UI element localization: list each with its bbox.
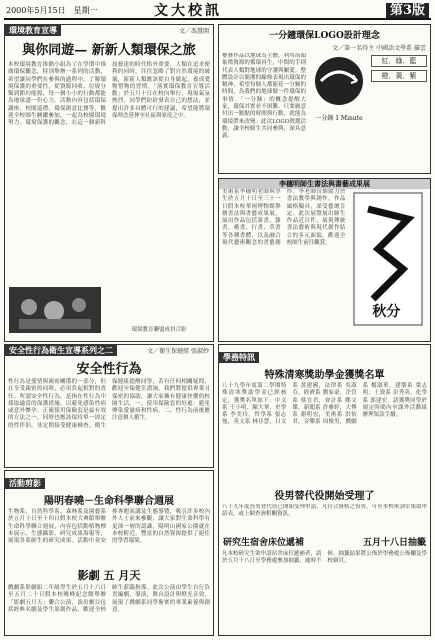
article-body: 性行為是愛情與親密關係的一部分，但在享受親密的同時，必須負起相對的責任。所謂安全性行為，是指在性行為中採取適當的保護措施，以避免感染性病或意外懷孕。正確使用保險套是最有效的方法之一，同時也應該保持單一固定的性伴侶，並定期接受健康檢查。衛生保健組提醒同學，若有任何相關疑問，歡迎至保健室諮詢，我們將提供專業且保密的協助，讓大家擁有健康快樂的校園生活。一、使用保險套的好處：避免傳染愛滋病和性病。二、性行為前後應注意個人衛生。 [8, 379, 210, 429]
author: 文／馮慧開 [178, 28, 209, 35]
slogan: 紅．綠．藍 [371, 55, 427, 67]
calligraphy-artwork [348, 189, 430, 339]
notice-title: 研究生宿舍床位遞補 [223, 538, 305, 548]
logo-article [218, 24, 431, 174]
article-title: 安全性行為 [76, 362, 142, 377]
section-band: 環境教育宣導 [5, 25, 61, 36]
notice-titles [219, 532, 430, 551]
affairs-article [218, 344, 431, 636]
logo-figure [309, 53, 369, 165]
article-title: 特殊清寒獎助學金獲獎名單 [264, 370, 385, 381]
page-number: 第3版 [386, 3, 429, 18]
masthead [4, 2, 431, 20]
article-body: 八十九學年度第二學期特殊清寒獎助學金已經核定，獲獎名單如下：中文系 王小明、陳大華，史學系 李美玲，哲學系 張志強，英文系 林佳慧，日文系 黃建國，法律系 吳淑芬，經濟系 劉家豪，企管系 蔡宜君，會計系 鄭文傑，新聞系 許雅婷，大傳系 謝明宏，美術系 洪怡君，音樂系 周俊男，戲劇系 楊淑華，建築系 葉志明，土資系 彭秀英，化學系 郭建宏。請獲獎同學於規定時間內至課外活動組辦理領款手續。 [222, 383, 427, 426]
activity-article [4, 470, 214, 636]
sub-title: 影劇 五 月天 [77, 569, 141, 582]
sub-title: 役男替代役開始受理了 [274, 491, 375, 502]
slogan: 橙．黃．紫 [371, 70, 427, 82]
paper-title: 文大校訊 [154, 3, 222, 19]
article-title: 李穗明師生書法與書藝成果展 [219, 179, 430, 189]
article-body: 本校環境教育推動小組為了在學期中推廣環保觀念，特別舉辦一系列的活動，希望讓同學們在參與的過程中，了解環境保護的重要性。從資源回收、垃圾分類到節約能源，每一個小小的行動都能為地球盡一份心力。活動內容包括環保講座、校園巡禮、環保創意比賽等，歡迎全校師生踴躍參加，一起為校園環境努力。環境保護的觀念，在這一個新科技發達的時代格外重要，人類在追求便利的同時，往往忽略了對自然環境的破壞，新新人類應該從自身做起，養成愛物惜物的習慣。「落實環保教育宣導活動」於五月十日在校內舉行，現場氣氛熱烈，同學們紛紛發表自己的想法，並提出許多具體可行的建議，希望能將環保理念延伸至社區與家庭之中。 [8, 62, 210, 127]
sub-body: 戲劇系影劇組二年級學生於五月十六日至五月二十日假本校曉峰紀念館舉辦「影劇五月天」聯合公演，演出劇目包括經典名劇及學生原創作品，歡迎全校師生蒞臨指導。此次公演由學生自行負責編劇、導演、舞台設計與燈光音效，展現了戲劇系同學紮實的專業素養與創意。 [8, 585, 210, 613]
slogan-list [369, 53, 429, 165]
env-article [4, 24, 214, 342]
issue-date: 2000年5月15日 星期一 [6, 6, 98, 15]
section-band: 活動剪影 [5, 478, 45, 489]
article-title: 與你同遊— 新新人類環保之旅 [22, 43, 196, 58]
article-title: 陽明春曉－生命科學聯合週展 [44, 496, 174, 507]
article-title: 一分鐘環保LOGO設計理念 [269, 31, 380, 41]
calligraphy-article [218, 178, 431, 342]
sub-body: 八十九年度役男替代役已開始受理申請，凡符合資格之役男，可至本校軍訓室領取申請表，或上網查詢相關資訊。 [222, 504, 427, 518]
photo-caption: 環境教育聯盟成員合影 [131, 327, 187, 333]
article-body: 美術系李穗明老師與學生於五月十日至三十一日假本校華岡博物館舉辦書法與書藝成果展，展出作品包括篆書、隸書、楷書、行書、草書等各種書體，以及融合現代藝術觀念的書藝創作。李老師長期致力於書法教學與創作，作品風格獨具，深受藝壇肯定。此次展覽展出師生作品近百件，展現傳統書法藝術與現代創作結合的多元面貌，歡迎全校師生前往觀賞。 [222, 189, 346, 247]
section-band: 安全性行為衛生宣導系列之二 [5, 345, 117, 356]
section-band: 學務特訊 [219, 352, 259, 363]
event-photo [9, 287, 101, 333]
artwork-caption: 秋分 [372, 304, 401, 320]
logo-text: 一分鐘 1 Minute [315, 115, 363, 122]
author: 文／第一名得主 中國語文學系 羅雲 [332, 45, 426, 52]
notice-body: 凡本校研究生欲申請宿舍床位遞補者，請於五月十八日至學務處參加抽籤，逾時不候。抽籤結果將公佈於學務處公佈欄及學校網頁。 [222, 551, 427, 565]
globe-logo-icon [311, 53, 367, 109]
article-body: 生物系、自然科學系、森林系及園藝系於五月十日至十四日假本校大典館舉辦生命科學聯合週展，內容包括動植物標本展示、生態攝影、研究成果海報等，展現各系師生的研究成果。活動中並安排專題演講及生態導覽，吸引許多校內外人士前來參觀，讓大家對生命科學有更深一層的認識。陽明山國家公園就在本校附近，豐富的自然資源提供了絕佳的學習環境。 [8, 509, 210, 545]
safety-article [4, 344, 214, 468]
author: 文／衛生保健組 張淑妙 [147, 348, 209, 355]
notice-title: 五月十八日抽籤 [362, 538, 426, 548]
article-body: 參賽作品以地球為主體，利用箭頭象徵資源的循環再生，中間的手則代表人類對地球的守護與關愛。整體設計以簡潔的線條表現出環保的精神，希望每個人都能花一分鐘的時間，為我們的地球做一件環保的事情。「一分鐘」的概念提醒大家，環保其實並不困難，只要願意付出一點點的時間與行動，就能為環境帶來改變。此次LOGO徵選活動，讓全校師生共同參與，深具意義。 [222, 53, 306, 140]
